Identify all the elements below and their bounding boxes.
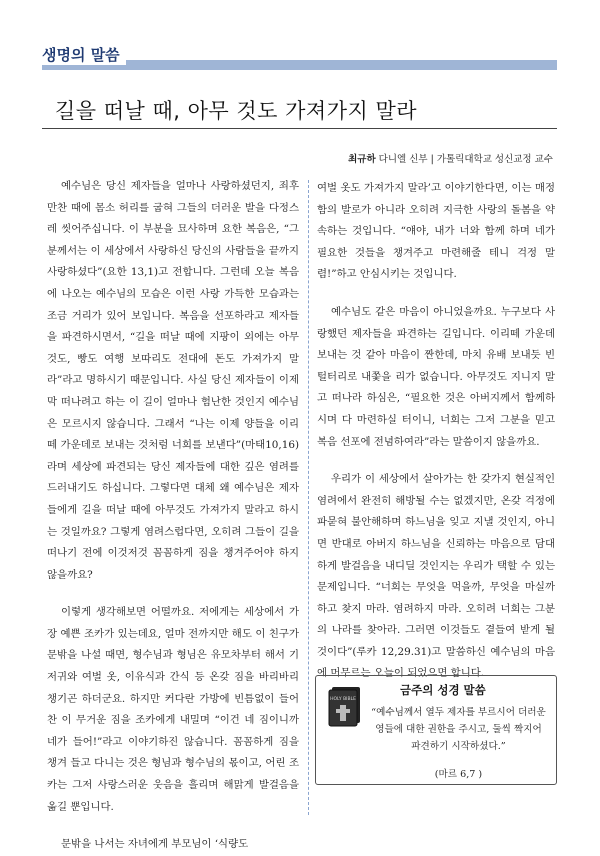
title-divider — [42, 128, 557, 129]
right-column — [317, 178, 555, 685]
body-paragraph: 우리가 이 세상에서 살아가는 한 갖가지 현실적인 염려에서 완전히 해방될 수는 없겠지만, 온갖 걱정에 파묻혀 불안해하며 하느님을 잊고 지낼 것인지, 아니면 반대로 아버지 하느님을 신뢰하는 마음으로 담대하게 발걸음을 내디딜 것인지는 우리가 택할 수 있는 문제입니다. “너희는 무엇을 먹을까, 무엇을 마실까 하고 찾지 마라. 염려하지 마라. 오히려 너희는 그분의 나라를 찾아라. 그러면 이것들도 곁들여 받게 될 것이다”(루카 12,29.31)고 말씀하신 예수님의 마음에 머무르는 오늘이 되었으면 합니다. — [317, 473, 555, 680]
body-paragraph: 문밖을 나서는 자녀에게 부모님이 ‘식량도 — [61, 838, 249, 851]
verse-box-title: 금주의 성경 말씀 — [400, 683, 486, 697]
left-column — [47, 176, 299, 856]
article-title: 길을 떠날 때, 아무 것도 가져가지 말라 — [55, 99, 418, 123]
body-paragraph: 예수님은 당신 제자들을 얼마나 사랑하셨던지, 죄후 만찬 때에 몸소 허리를 굽혀 그들의 더러운 발을 다정스레 씻어주십니다. 이 부분을 묘사하며 요한 복음은, “그분께서는 이 세상에서 사랑하신 당신의 사람들을 끝까지 사랑하셨다”(요한 13,1)고 전합니다. 그런데 오늘 복음에 나오는 예수님의 모습은 이런 사랑 가득한 모습과는 조금 거리가 있어 보입니다. 복음을 선포하라고 제자들을 파견하시면서, “길을 떠날 때에 지팡이 외에는 아무것도, 빵도 여행 보따리도 전대에 돈도 가져가지 말라”라고 명하시기 때문입니다. 사실 당신 제자들이 이제 막 떠나려고 하는 이 길이 얼마나 험난한 것인지 예수님은 모르시지 않습니다. 그래서 “나는 이제 양들을 이리 떼 가운데로 보내는 것처럼 너희를 보낸다”(마태10,16)라며 세상에 파견되는 당신 제자들에 대한 깊은 염려를 드러내기도 하십니다. 그렇다면 대체 왜 예수님은 제자들에게 길을 떠날 때에 아무것도 가져가지 말라고 하시는 것일까요? 그렇게 염려스럽다면, 오히려 그들이 길을 떠나기 전에 이것저것 꼼꼼하게 짐을 챙겨주어야 하지 않을까요? — [47, 180, 299, 581]
body-paragraph: 예수님도 같은 마음이 아니었을까요. 누구보다 사랑했던 제자들을 파견하는 길입니다. 이리떼 가운데 보내는 것 같아 마음이 짠한데, 마치 유배 보내듯 빈털터리로 내쫓을 리가 없습니다. 아무것도 지니지 말고 떠나라 하심은, “필요한 것은 아버지께서 함께하시며 다 마련하실 터이니, 너희는 그저 그분을 믿고 복음 선포에 전념하여라”라는 말씀이지 않을까요. — [317, 305, 555, 448]
verse-reference: (마르 6,7 ) — [434, 769, 483, 780]
author-affiliation: 다니엘 신부 | 가톨릭대학교 성신교정 교수 — [375, 154, 553, 165]
column-divider — [308, 180, 309, 815]
verse-text: “예수님께서 열두 제자를 부르시어 더러운 영들에 대한 권한을 주시고, 둘씩 짝지어 파견하기 시작하셨다.” — [371, 707, 546, 752]
body-paragraph: 이렇게 생각해보면 어떨까요. 저에게는 세상에서 가장 예쁜 조카가 있는데요, 얼마 전까지만 해도 이 친구가 문밖을 나설 때면, 형수님과 형님은 유모차부터 해서 기저귀와 여벌 옷, 이유식과 간식 등 온갖 짐을 바리바리 챙기곤 하더군요. 하지만 커다란 가방에 빈틈없이 들어찬 이 무거운 짐을 조카에게 내밀며 “이건 네 짐이니까 네가 들어!”라고 이야기하진 않습니다. 꼼꼼하게 짐을 챙겨 들고 다니는 것은 형님과 형수님의 몫이고, 어린 조카는 그저 사랑스러운 웃음을 흘리며 해맑게 발걸음을 옮길 뿐입니다. — [47, 606, 299, 813]
bible-icon-label: HOLY BIBLE — [330, 697, 356, 702]
byline — [348, 151, 553, 165]
body-paragraph: 여벌 옷도 가져가지 말라’고 이야기한다면, 이는 매정함의 발로가 아니라 오히려 지극한 사랑의 돌봄을 약속하는 것입니다. “얘야, 내가 너와 함께 하며 네가 필요한 것들을 챙겨주고 마련해줄 테니 걱정 말렴!”하고 안심시키는 것입니다. — [317, 182, 555, 281]
bible-icon — [326, 685, 364, 729]
author-name: 최규하 — [348, 154, 376, 165]
section-title: 생명의 말씀 — [42, 44, 126, 65]
